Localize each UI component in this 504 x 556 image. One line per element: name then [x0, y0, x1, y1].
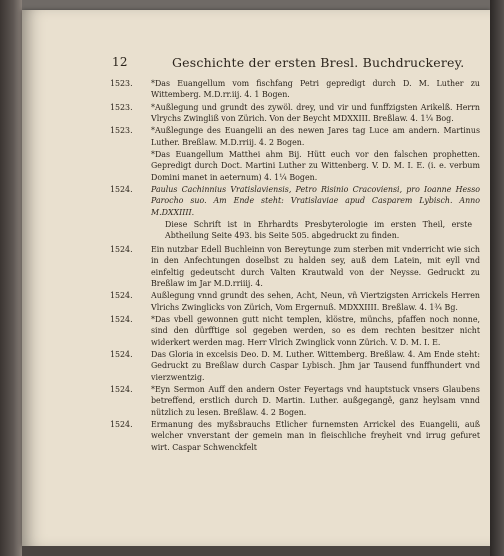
bibliography-entry [110, 78, 480, 101]
bibliography-entry [110, 149, 480, 183]
entry-year: 1524. [110, 349, 133, 359]
entry-text: *Außlegunge des Euangelii an des newen Jares tag Luce am andern. Martinus Luther. Breßlaw. M.D.rriij. 4. 2 Bogen. [151, 126, 480, 147]
bibliography-entry [110, 349, 480, 383]
entry-year: 1524. [110, 314, 133, 324]
bibliography-entry [110, 419, 480, 453]
entry-text: Paulus Cachinnius Vratislaviensis, Petro Risinio Cracoviensi, pro Ioanne Hesso Parocho suo. Am Ende steht: Vratislaviae apud Casparem Lybisch. Anno M.DXXIIII. [151, 185, 480, 217]
bibliography-entry [110, 384, 480, 418]
bibliography-entry [110, 125, 480, 148]
page-edge-bottom [22, 546, 490, 556]
page-body [110, 78, 480, 454]
entry-text: *Eyn Sermon Auff den andern Oster Feyertags vnd hauptstuck vnsers Glaubens betreffend, erstlich durch D. Martin. Luther. außgegangê, ganz heylsam vnnd nützlich zu lesen. Breßlaw. 4. 2 Bogen. [151, 384, 480, 417]
entry-text: *Das Euangellum Matthei ahm Bij. Hütt euch vor den falschen prophetten. Gepredigt durch Doct. Martini Luther zu Wittenberg. V. D. M. I. E. (i. e. verbum Domini manet in aeternum) 4. 1¼ Bogen. [151, 150, 480, 182]
entry-year: 1524. [110, 291, 133, 301]
entry-year: 1524. [110, 244, 133, 254]
book-spine-shadow [0, 0, 22, 556]
bibliography-entry [110, 244, 480, 289]
entry-text: Das Gloria in excelsis Deo. D. M. Luther. Wittemberg. Breßlaw. 4. Am Ende steht: Gedruckt zu Breßlaw durch Caspar Lybisch. Jhm jar Tausend funffhundert vnd vierzwentzig. [151, 349, 480, 382]
entry-text: Außlegung vnnd grundt des sehen, Acht, Neun, vñ Viertzigsten Arrickels Herren Vlrichs Zwinglicks von Zürich, Vom Ergernuß. MDXXIIII. Breßlaw. 4. 1¾ Bg. [151, 291, 480, 312]
page-edge-right [490, 0, 504, 556]
bibliography-entry [110, 102, 480, 125]
entry-text: Ein nutzbar Edell Buchleinn von Bereytunge zum sterben mit vnderricht wie sich in den Anfechtungen doselbst zu halden sey, auß dem Latein, mit eyll vnd einfeltig gedeutscht durch Valten Krautwald von der Neysse. Gedruckt zu Breßlaw im Jar M.D.rriiij. 4. [151, 244, 480, 288]
entry-year: 1524. [110, 384, 133, 394]
entry-text: Ermanung des myßsbrauchs Etlicher furnemsten Arrickel des Euangelii, auß welcher vnverstant der gemein man in fleischliche freyheit vnd irrug gefuret wirt. Caspar Schwenckfelt [151, 419, 480, 452]
entry-text: *Außlegung und grundt des zywöl. drey, und vir und funffzigsten Arikelß. Herrn Vlrychs Zwingliß von Zürich. Von der Beycht MDXXIII. Breßlaw. 4. 1¼ Bog. [151, 102, 480, 124]
entry-text: *Das Euangellum vom fischfang Petri gepredigt durch D. M. Luther zu Wittemberg. M.D.rr.iij. 4. 1 Bogen. [151, 79, 480, 100]
editorial-note: Diese Schrift ist in Ehrhardts Presbyterologie im ersten Theil, erste Abtheilung Seite 493. bis Seite 505. abgedruckt zu finden. [165, 220, 472, 241]
page-number: 12 [112, 55, 128, 69]
bibliography-entry [110, 290, 480, 313]
entry-year: 1523. [110, 79, 133, 88]
bibliography-entry [110, 314, 480, 348]
page-header [112, 55, 472, 75]
bibliography-entry [110, 184, 480, 218]
entry-year: 1523. [110, 102, 133, 112]
entry-text: *Das vbell gewonnen gutt nicht templen, klöstre, münchs, pfaffen noch nonne, sind den dürfftige sol gegeben werden, so es dem rechten besitzer nicht widerkert werden mag. Herr Vlrich Zwinglick vonn Zürich. V. D. M. I. E. [151, 314, 480, 347]
running-title: Geschichte der ersten Bresl. Buchdruckerey. [172, 55, 465, 70]
entry-year: 1523. [110, 126, 133, 136]
entry-year: 1524. [110, 419, 133, 429]
entry-year: 1524. [110, 185, 133, 195]
